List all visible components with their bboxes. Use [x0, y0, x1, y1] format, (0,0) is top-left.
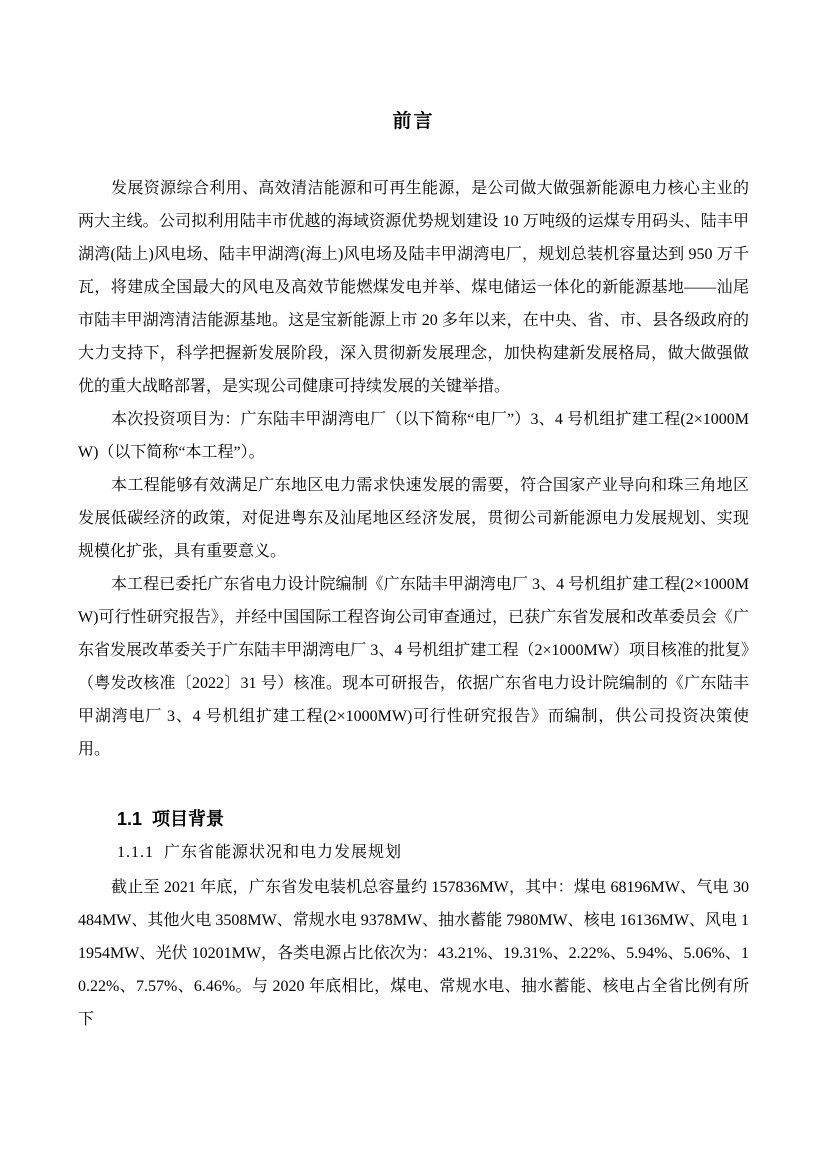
- section-paragraph-1: 截止至 2021 年底，广东省发电装机总容量约 157836MW，其中：煤电 68196MW、气电 30484MW、其他火电 3508MW、常规水电 9378MW、抽水蓄能 7980MW、核电 16136MW、风电 11954MW、光伏 10201MW，各类电源占比依次为：43.21%、19.31%、2.22%、5.94%、5.06%、10.22%、7.57%、6.46%。与 2020 年底相比，煤电、常规水电、抽水蓄能、核电占全省比例有所下: [78, 879, 749, 1028]
- preface-paragraph-2: 本次投资项目为：广东陆丰甲湖湾电厂（以下简称“电厂”）3、4 号机组扩建工程(2×1000MW)（以下简称“本工程”）。: [78, 411, 749, 461]
- preface-section: [78, 172, 749, 766]
- preface-paragraph-1: 发展资源综合利用、高效清洁能源和可再生能源，是公司做大做强新能源电力核心主业的两大主线。公司拟利用陆丰市优越的海域资源优势规划建设 10 万吨级的运煤专用码头、陆丰甲湖湾(陆上)风电场、陆丰甲湖湾(海上)风电场及陆丰甲湖湾电厂，规划总装机容量达到 950 万千瓦，将建成全国最大的风电及高效节能燃煤发电并举、煤电储运一体化的新能源基地——汕尾市陆丰甲湖湾清洁能源基地。这是宝新能源上市 20 多年以来，在中央、省、市、县各级政府的大力支持下，科学把握新发展阶段，深入贯彻新发展理念，加快构建新发展格局，做大做强做优的重大战略部署，是实现公司健康可持续发展的关键举措。: [78, 180, 749, 395]
- section-body: [78, 871, 749, 1036]
- page-content: [78, 0, 749, 1036]
- doc-title: 前言: [392, 111, 435, 132]
- preface-paragraph-4: 本工程已委托广东省电力设计院编制《广东陆丰甲湖湾电厂 3、4 号机组扩建工程(2×1000MW)可行性研究报告》，并经中国国际工程咨询公司审查通过，已获广东省发展和改革委员会《广东省发展改革委关于广东陆丰甲湖湾电厂 3、4 号机组扩建工程（2×1000MW）项目核准的批复》（粤发改核准〔2022〕31 号）核准。现本可研报告，依据广东省电力设计院编制的《广东陆丰甲湖湾电厂 3、4 号机组扩建工程(2×1000MW)可行性研究报告》而编制，供公司投资决策使用。: [78, 576, 749, 758]
- section-heading-1-1: 1.1 项目背景: [117, 809, 225, 829]
- preface-paragraph-3: 本工程能够有效满足广东地区电力需求快速发展的需要，符合国家产业导向和珠三角地区发展低碳经济的政策，对促进粤东及汕尾地区经济发展，贯彻公司新能源电力发展规划、实现规模化扩张，具有重要意义。: [78, 477, 749, 560]
- subsection-heading-1-1-1: 1.1.1 广东省能源状况和电力发展规划: [117, 844, 403, 861]
